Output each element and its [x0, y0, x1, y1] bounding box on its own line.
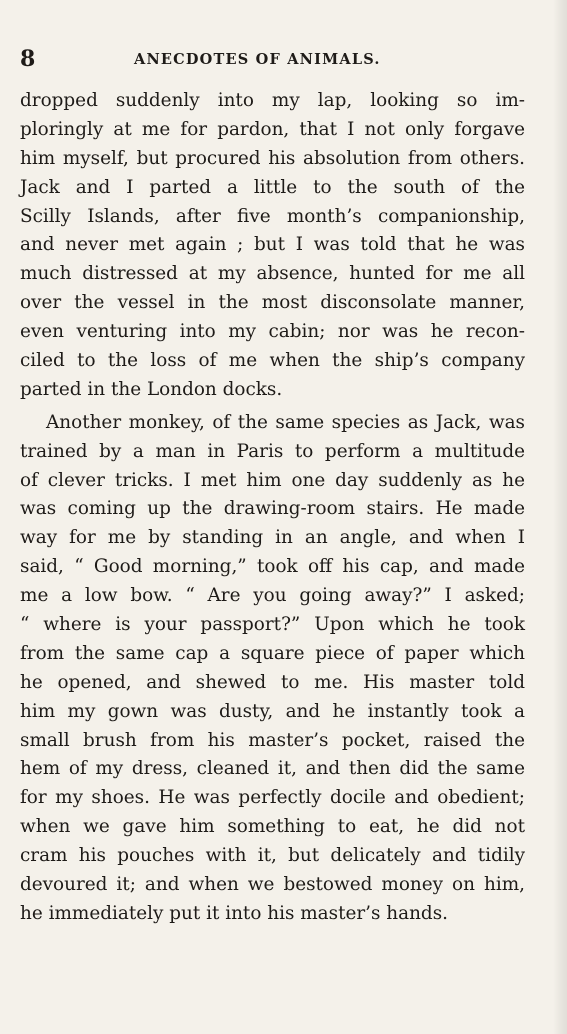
text-line: parted in the London docks. — [20, 378, 283, 400]
text-line: small brush from his master’s pocket, raised the — [20, 729, 525, 751]
text-line: him my gown was dusty, and he instantly took a — [20, 700, 525, 722]
text-line: me a low bow. “ Are you going away?” I asked; — [20, 585, 525, 607]
text-line: way for me by standing in an angle, and when I — [20, 527, 525, 549]
text-line: trained by a man in Paris to perform a multitude — [20, 440, 525, 462]
text-line: he immediately put it into his master’s hands. — [20, 902, 448, 924]
text-line: much distressed at my absence, hunted for me all — [20, 263, 525, 285]
running-title: ANECDOTES OF ANIMALS. — [134, 51, 381, 68]
text-line: and never met again ; but I was told that he was — [20, 234, 525, 256]
body-text — [20, 87, 525, 929]
text-line: cram his pouches with it, but delicately and tidily — [20, 845, 525, 867]
page-header — [20, 44, 530, 74]
text-line: from the same cap a square piece of paper which — [20, 642, 525, 664]
text-line: of clever tricks. I met him one day suddenly as he — [20, 469, 525, 491]
text-line: even venturing into my cabin; nor was he recon- — [20, 321, 525, 343]
text-line: when we gave him something to eat, he did not — [20, 816, 525, 838]
text-line: was coming up the drawing-room stairs. He made — [20, 498, 525, 520]
paragraph-2 — [20, 409, 525, 929]
text-line: Scilly Islands, after five month’s companionship, — [20, 205, 525, 227]
paragraph-1 — [20, 87, 525, 405]
text-line: ploringly at me for pardon, that I not only forgave — [20, 118, 525, 140]
text-line: Jack and I parted a little to the south of the — [20, 176, 525, 198]
text-line: hem of my dress, cleaned it, and then did the same — [20, 758, 525, 780]
page-number: 8 — [20, 46, 36, 72]
text-line: for my shoes. He was perfectly docile and obedient; — [20, 787, 525, 809]
page-spine-shadow — [553, 0, 567, 1034]
text-line: ciled to the loss of me when the ship’s company — [20, 350, 525, 372]
text-line: dropped suddenly into my lap, looking so im- — [20, 90, 525, 111]
text-line: “ where is your passport?” Upon which he took — [20, 614, 525, 636]
text-line: over the vessel in the most disconsolate manner, — [20, 292, 525, 314]
text-line: Another monkey, of the same species as Jack, was — [46, 411, 525, 433]
text-line: him myself, but procured his absolution from others. — [20, 147, 525, 169]
text-line: devoured it; and when we bestowed money on him, — [20, 874, 525, 896]
text-line: said, “ Good morning,” took off his cap, and made — [20, 556, 525, 578]
text-line: he opened, and shewed to me. His master told — [20, 671, 525, 693]
